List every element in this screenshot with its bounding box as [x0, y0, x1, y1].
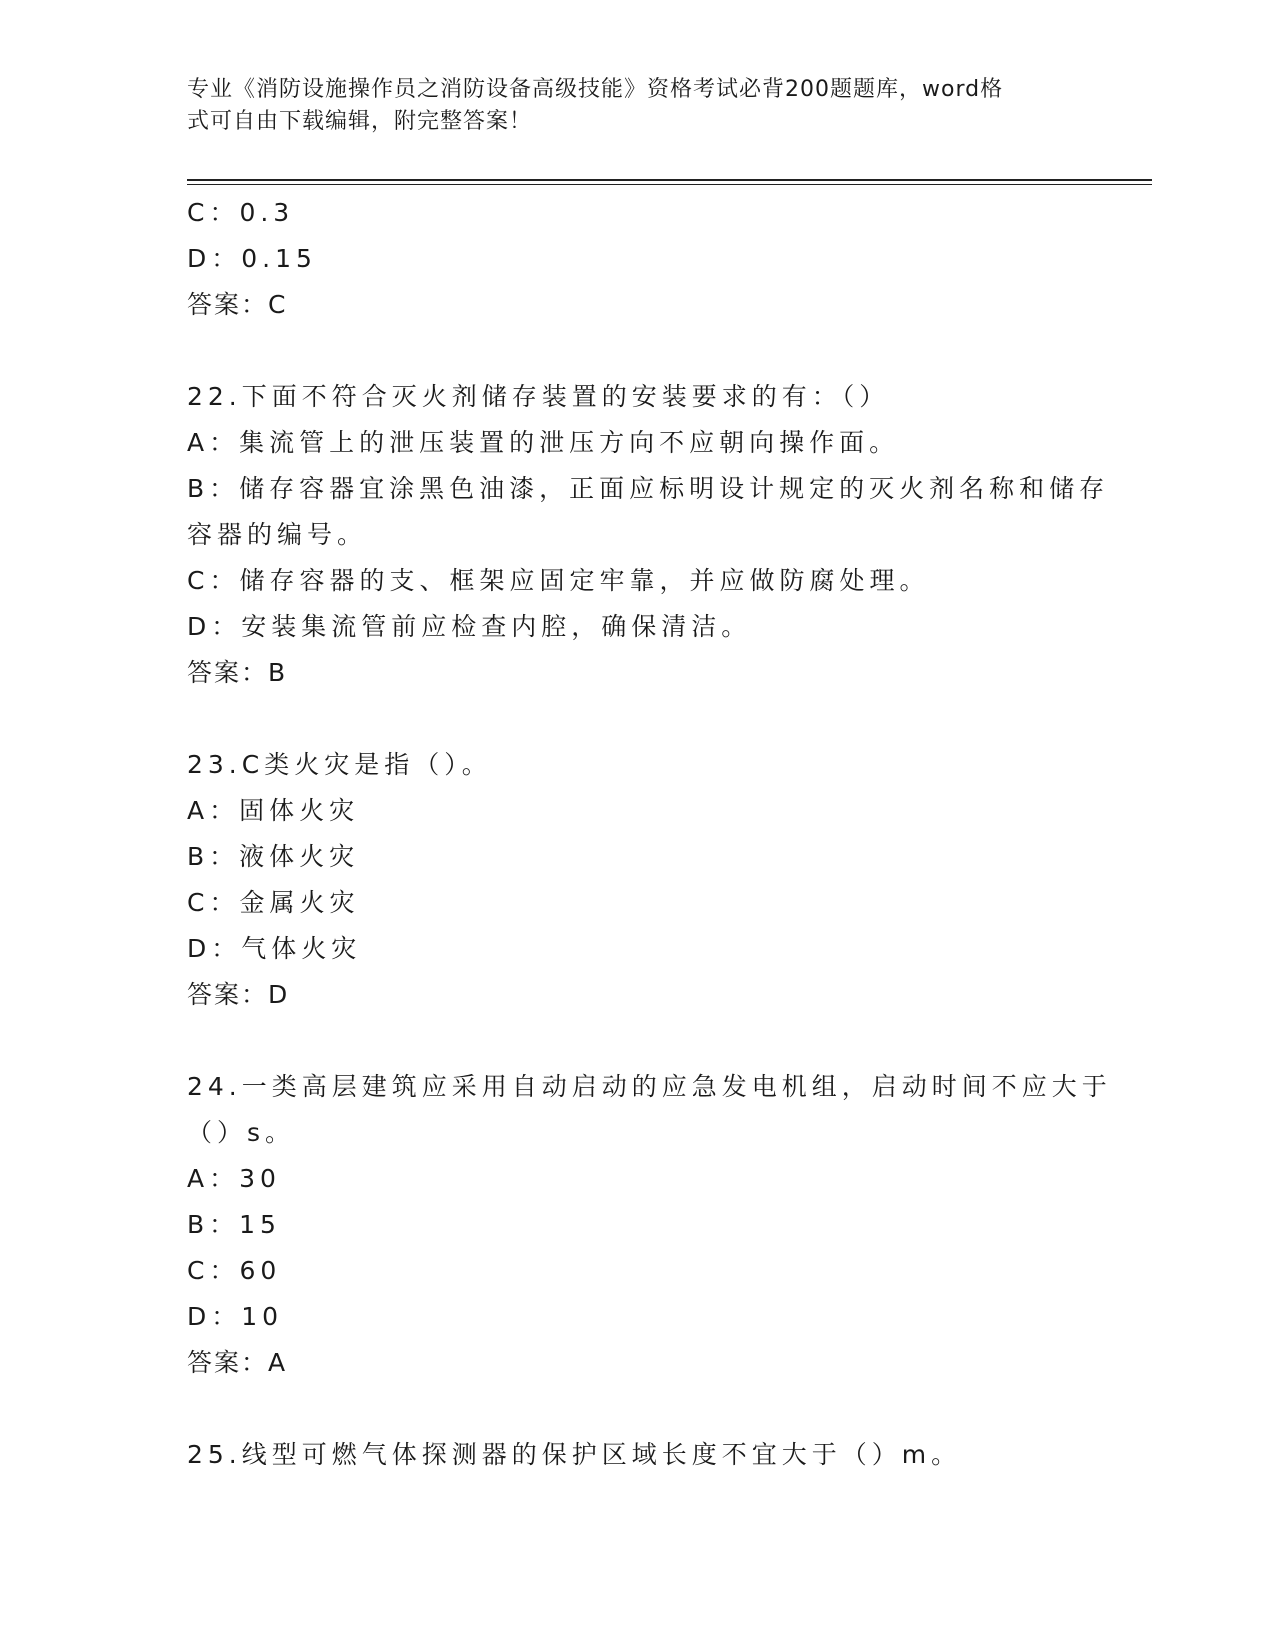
- question-text: 25.线型可燃气体探测器的保护区域长度不宜大于（）m。: [187, 1440, 962, 1469]
- option-d: D：0.15: [187, 244, 317, 273]
- option-b: B：15: [187, 1210, 281, 1239]
- question-21: [187, 190, 1077, 328]
- spacer: [187, 696, 1077, 742]
- spacer: [187, 1018, 1077, 1064]
- option-c: C：金属火灾: [187, 888, 360, 917]
- option-d: D：10: [187, 1302, 284, 1331]
- answer: 答案：C: [187, 290, 288, 319]
- option-a: A：固体火灾: [187, 796, 360, 825]
- option-b-line-1: B：储存容器宜涂黑色油漆，正面应标明设计规定的灭火剂名称和储存: [187, 474, 1110, 503]
- question-text-line-1: 24.一类高层建筑应采用自动启动的应急发电机组，启动时间不应大于: [187, 1072, 1112, 1101]
- answer: 答案：A: [187, 1348, 288, 1377]
- answer: 答案：B: [187, 658, 288, 687]
- header-divider-thin: [187, 184, 1152, 185]
- option-d: D：气体火灾: [187, 934, 362, 963]
- question-25: [187, 1432, 1077, 1478]
- option-b-line-2: 容器的编号。: [187, 520, 368, 549]
- option-a: A：30: [187, 1164, 281, 1193]
- question-22: [187, 374, 1110, 696]
- question-23: [187, 742, 1077, 1018]
- document-header: [187, 74, 1077, 138]
- option-d: D：安装集流管前应检查内腔，确保清洁。: [187, 612, 752, 641]
- header-line-1: 专业《消防设施操作员之消防设备高级技能》资格考试必背200题题库，word格: [187, 77, 1004, 102]
- option-a: A：集流管上的泄压装置的泄压方向不应朝向操作面。: [187, 428, 900, 457]
- option-c: C：储存容器的支、框架应固定牢靠，并应做防腐处理。: [187, 566, 930, 595]
- question-text-line-2: （）s。: [187, 1118, 296, 1147]
- question-text: 23.C类火灾是指（）。: [187, 750, 492, 779]
- header-line-2: 式可自由下载编辑，附完整答案！: [187, 109, 533, 134]
- question-text: 22.下面不符合灭火剂储存装置的安装要求的有：（）: [187, 382, 890, 411]
- question-24: [187, 1064, 1112, 1386]
- option-b: B：液体火灾: [187, 842, 360, 871]
- header-divider-thick: [187, 179, 1152, 181]
- option-c: C：0.3: [187, 198, 295, 227]
- spacer: [187, 328, 1077, 374]
- answer: 答案：D: [187, 980, 290, 1009]
- question-list: [187, 190, 1112, 1478]
- option-c: C：60: [187, 1256, 282, 1285]
- spacer: [187, 1386, 1077, 1432]
